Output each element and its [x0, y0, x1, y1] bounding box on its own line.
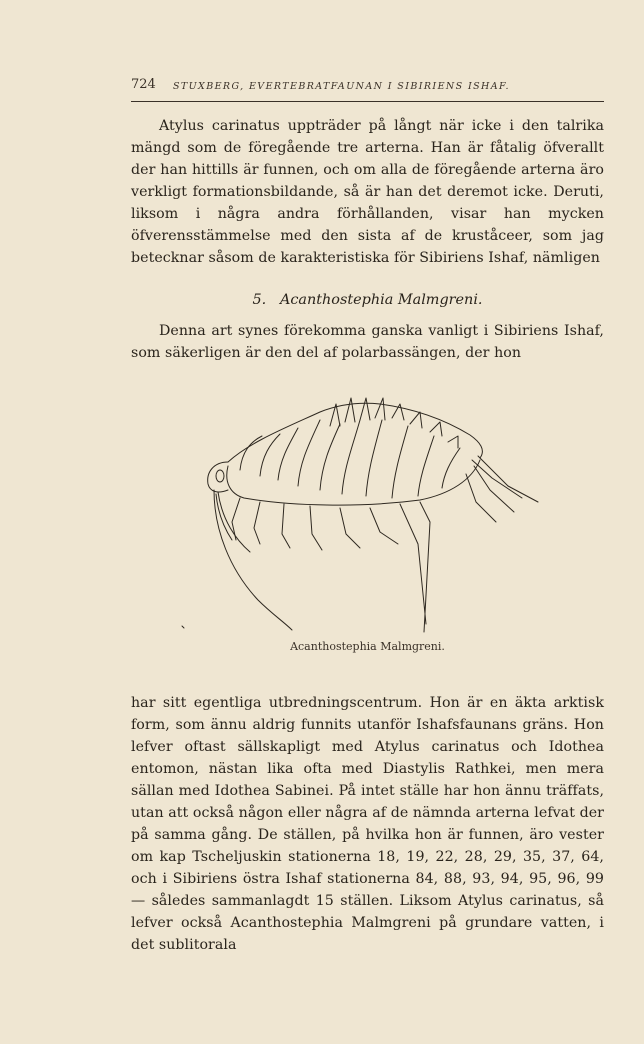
- antenna-short: [216, 492, 250, 552]
- header-rule: [131, 101, 604, 102]
- paragraph-intro: [131, 320, 604, 364]
- figure-caption: Acanthostephia Malmgreni.: [290, 640, 445, 653]
- stray-mark: [182, 626, 184, 628]
- page-number: 724: [131, 77, 156, 92]
- paragraph-text: Denna art synes förekomma ganska vanligt i Sibiriens Ishaf, som säkerligen är den del af polarbassängen, der hon: [131, 323, 604, 361]
- paragraph-distribution: [131, 692, 604, 956]
- paragraph-text: Atylus carinatus uppträder på långt när icke i den talrika mängd som de föregående tre arterna. Han är fåtalig öfverallt der han hittills är funnen, och om alla de föregående arterna äro verkligt formationsbildande, så är han det deremot icke. Deruti, liksom i några andra förhållanden, visar han mycken öfverensstämmelse med den sista af de kruståceer, som jag betecknar såsom de karakteristiska för Sibiriens Ishaf, nämligen: [131, 118, 604, 266]
- section-number: 5.: [252, 292, 267, 308]
- antenna-long: [214, 490, 292, 630]
- section-title: Acanthostephia Malmgreni.: [279, 292, 483, 308]
- section-heading: [131, 290, 604, 310]
- legs: [232, 498, 430, 632]
- body-ventral-outline: [227, 460, 480, 505]
- amphipod-illustration: [180, 390, 540, 640]
- running-title: STUXBERG, EVERTEBRATFAUNAN I SIBIRIENS ISHAF.: [173, 81, 510, 92]
- dorsal-spines: [330, 398, 458, 448]
- body-segments: [240, 420, 460, 498]
- eye: [216, 470, 224, 482]
- head: [208, 462, 228, 492]
- paragraph-text: har sitt egentliga utbredningscentrum. Hon är en äkta arktisk form, som ännu aldrig funnits utanför Ishafsfaunans gräns. Hon lefver oftast sällskapligt med Atylus carinatus och Idothea entomon, nästan lika ofta med Diastylis Rathkei, men mera sällan med Idothea Sabinei. På intet ställe har hon ännu träffats, utan att också någon eller några af de nämnda arterna lefvat der på samma gång. De ställen, på hvilka hon är funnen, äro vester om kap Tscheljuskin stationerna 18, 19, 22, 28, 29, 35, 37, 64, och i Sibiriens östra Ishaf stationerna 84, 88, 93, 94, 95, 96, 99 — således sammanlagdt 15 ställen. Liksom Atylus carinatus, så lefver också Acanthostephia Malmgreni på grundare vatten, i det sublitorala: [131, 695, 604, 953]
- paragraph-atylus: [131, 115, 604, 269]
